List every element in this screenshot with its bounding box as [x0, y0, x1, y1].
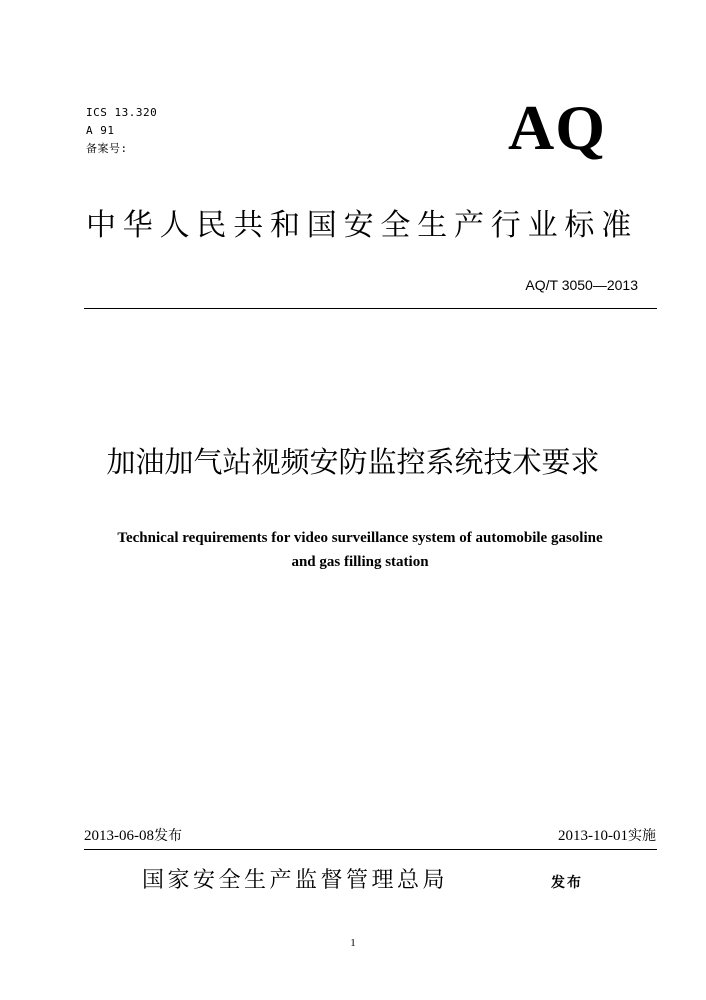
bottom-divider	[84, 849, 657, 850]
title-en-line-1: Technical requirements for video surveillance system of automobile gasoline	[117, 530, 603, 546]
implementation-date	[558, 826, 656, 846]
ics-code: ICS 13.320	[86, 106, 158, 119]
standard-category-title: 中华人民共和国安全生产行业标准	[86, 208, 638, 243]
standard-logo: AQ	[508, 92, 606, 163]
document-title-cn: 加油加气站视频安防监控系统技术要求	[106, 445, 600, 479]
top-divider	[84, 308, 657, 309]
issuing-authority: 国家安全生产监督管理总局	[142, 868, 449, 893]
metadata-block	[86, 104, 157, 158]
implementation-label: 实施	[628, 828, 656, 844]
page-number: 1	[350, 937, 356, 949]
issue-label: 发布	[154, 828, 182, 844]
document-title-en	[60, 526, 660, 574]
title-en-line-2: and gas filling station	[291, 554, 429, 570]
issue-date-value: 2013-06-08	[84, 828, 154, 844]
standard-code: AQ/T 3050—2013	[525, 277, 638, 293]
filing-number-label: 备案号:	[86, 142, 128, 155]
issue-date	[84, 826, 182, 846]
implementation-date-value: 2013-10-01	[558, 828, 628, 844]
issued-label: 发布	[551, 875, 583, 891]
classification-code: A 91	[86, 124, 115, 137]
